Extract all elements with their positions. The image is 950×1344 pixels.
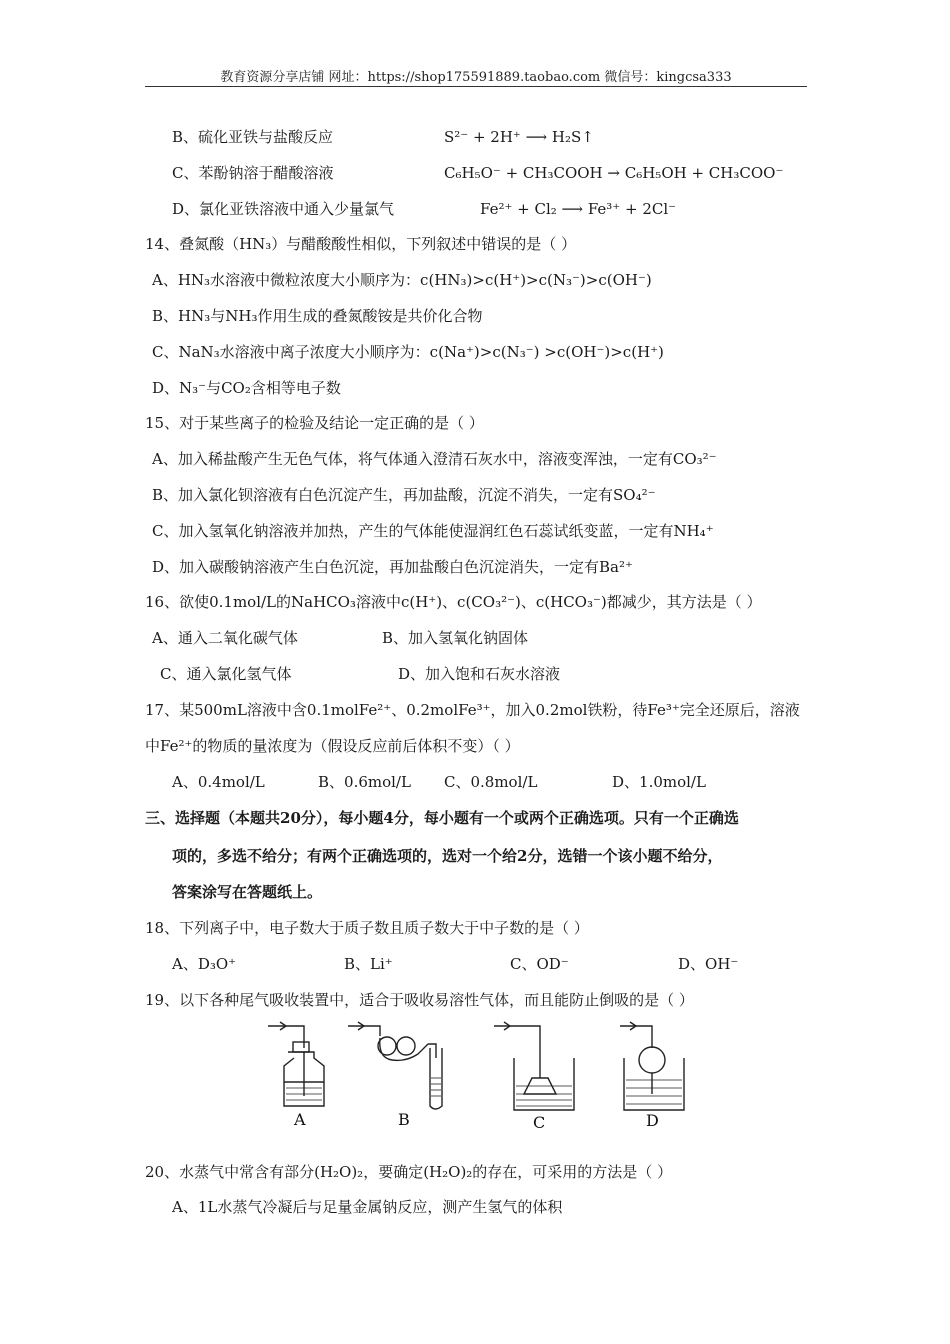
- q17-stem-line2: 中Fe²⁺的物质的量浓度为（假设反应前后体积不变）（ ）: [145, 737, 520, 755]
- apparatus-label-a: A: [294, 1110, 306, 1129]
- q14-option-b: B、HN₃与NH₃作用生成的叠氮酸铵是共价化合物: [152, 307, 483, 325]
- q20-stem: 20、水蒸气中常含有部分(H₂O)₂，要确定(H₂O)₂的存在，可采用的方法是（ ）: [145, 1163, 673, 1181]
- q19-apparatus-figure: [260, 1018, 700, 1133]
- q13-option-d-label: D、氯化亚铁溶液中通入少量氯气: [172, 200, 395, 218]
- q13-option-b-label: B、硫化亚铁与盐酸反应: [172, 128, 334, 146]
- q18-option-a: A、D₃O⁺: [172, 955, 237, 973]
- q16-option-c: C、通入氯化氢气体: [160, 665, 292, 683]
- q18-option-c: C、OD⁻: [510, 955, 569, 973]
- apparatus-b: [348, 1022, 442, 1109]
- header-rule: [145, 86, 807, 87]
- q20-option-a: A、1L水蒸气冷凝后与足量金属钠反应，测产生氢气的体积: [172, 1198, 563, 1216]
- q15-option-b: B、加入氯化钡溶液有白色沉淀产生，再加盐酸，沉淀不消失，一定有SO₄²⁻: [152, 486, 656, 504]
- q15-stem: 15、对于某些离子的检验及结论一定正确的是（ ）: [145, 414, 484, 432]
- apparatus-d: [620, 1022, 684, 1110]
- q15-option-d: D、加入碳酸钠溶液产生白色沉淀，再加盐酸白色沉淀消失，一定有Ba²⁺: [152, 558, 633, 576]
- section3-instructions-line2: 项的，多选不给分；有两个正确选项的，选对一个给2分，选错一个该小题不给分，: [172, 847, 723, 865]
- q18-stem: 18、下列离子中，电子数大于质子数且质子数大于中子数的是（ ）: [145, 919, 589, 937]
- apparatus-label-b: B: [398, 1110, 410, 1129]
- q16-option-b: B、加入氢氧化钠固体: [382, 629, 529, 647]
- q17-stem-line1: 17、某500mL溶液中含0.1molFe²⁺、0.2molFe³⁺，加入0.2mol铁粉，待Fe³⁺完全还原后，溶液: [145, 701, 800, 719]
- apparatus-a: [268, 1022, 324, 1106]
- q18-option-d: D、OH⁻: [678, 955, 739, 973]
- q17-option-d: D、1.0mol/L: [612, 773, 706, 791]
- q17-option-c: C、0.8mol/L: [444, 773, 538, 791]
- q18-option-b: B、Li⁺: [344, 955, 393, 973]
- q15-option-c: C、加入氢氧化钠溶液并加热，产生的气体能使湿润红色石蕊试纸变蓝，一定有NH₄⁺: [152, 522, 714, 540]
- q14-stem: 14、叠氮酸（HN₃）与醋酸酸性相似，下列叙述中错误的是（ ）: [145, 235, 577, 253]
- q13-option-c-label: C、苯酚钠溶于醋酸溶液: [172, 164, 334, 182]
- q14-option-c: C、NaN₃水溶液中离子浓度大小顺序为：c(Na⁺)>c(N₃⁻) >c(OH⁻)>c(H⁺): [152, 343, 664, 361]
- section3-instructions-line1: 三、选择题（本题共20分），每小题4分，每小题有一个或两个正确选项。只有一个正确选: [145, 809, 739, 827]
- q17-option-a: A、0.4mol/L: [172, 773, 265, 791]
- q13-option-b-equation: S²⁻ + 2H⁺ ⟶ H₂S↑: [444, 128, 594, 146]
- q16-option-a: A、通入二氧化碳气体: [152, 629, 298, 647]
- section3-instructions-line3: 答案涂写在答题纸上。: [172, 883, 323, 901]
- q14-option-a: A、HN₃水溶液中微粒浓度大小顺序为：c(HN₃)>c(H⁺)>c(N₃⁻)>c(OH⁻): [152, 271, 652, 289]
- q13-option-d-equation: Fe²⁺ + Cl₂ ⟶ Fe³⁺ + 2Cl⁻: [480, 200, 677, 218]
- q16-stem: 16、欲使0.1mol/L的NaHCO₃溶液中c(H⁺)、c(CO₃²⁻)、c(HCO₃⁻)都减少，其方法是（ ）: [145, 593, 762, 611]
- apparatus-label-d: D: [646, 1111, 659, 1130]
- q17-option-b: B、0.6mol/L: [318, 773, 411, 791]
- apparatus-label-c: C: [533, 1113, 546, 1132]
- q16-option-d: D、加入饱和石灰水溶液: [398, 665, 561, 683]
- page-header: 教育资源分享店铺 网址：https://shop175591889.taobao.com 微信号：kingcsa333: [220, 70, 732, 85]
- q13-option-c-equation: C₆H₅O⁻ + CH₃COOH → C₆H₅OH + CH₃COO⁻: [444, 164, 784, 182]
- apparatus-c: [494, 1022, 574, 1110]
- q19-stem: 19、以下各种尾气吸收装置中，适合于吸收易溶性气体，而且能防止倒吸的是（ ）: [145, 991, 694, 1009]
- q15-option-a: A、加入稀盐酸产生无色气体，将气体通入澄清石灰水中，溶液变浑浊，一定有CO₃²⁻: [152, 450, 717, 468]
- q14-option-d: D、N₃⁻与CO₂含相等电子数: [152, 379, 341, 397]
